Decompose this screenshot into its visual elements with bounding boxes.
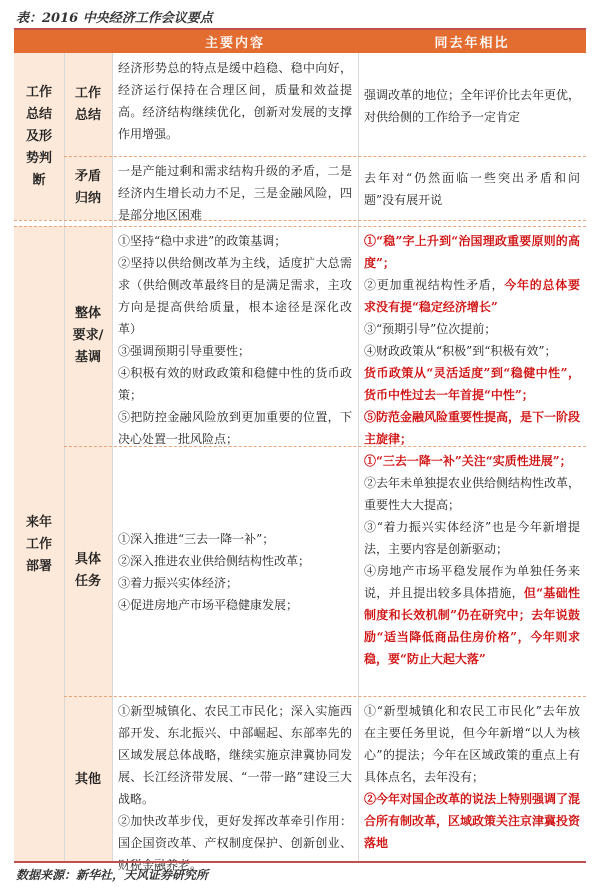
highlight-text: ①“三去一降一补”关注“实质性进展”； — [364, 454, 572, 468]
highlight-text: 今年的总体要求没有提“稳定经济增长” — [364, 278, 580, 314]
grid-line — [64, 446, 586, 447]
work-summary-compare — [358, 53, 586, 156]
row-label-contradictions: 矛盾归纳 — [64, 156, 112, 220]
overall-main: ①坚持“稳中求进”的政策基调； ②坚持以供给侧改革为主线，适度扩大总需求（供给侧改革最终目的是满足需求，主攻方向是提高供给质量，根本途径是深化改革） ③强调预期引导重要性； ④积极有效的财政政策和稳健中性的货币政策； ⑤把防控金融风险放到更加重要的位置，下决心处置一批风险点； — [118, 234, 352, 446]
other-main: ①新型城镇化、农民工市民化；深入实施西部开发、东北振兴、中部崛起、东部率先的区域发展总体战略，继续实施京津冀协同发展、长江经济带发展、“一带一路”建设三大战略。 ②加快改革步伐，更好发挥改革牵引作用：国企国资改革、产权制度保护、创新创业、财税金融养老。 — [118, 704, 352, 872]
header-compare: 同去年相比 — [358, 30, 586, 53]
grid-line — [14, 226, 586, 227]
plain-text: 强调改革的地位；全年评价比去年更优，对供给侧的工作给予一定肯定 — [364, 87, 581, 124]
plain-text: ②去年未单独提农业供给侧结构性改革，重要性大大提高； ③“着力振兴实体经济”也是今年新增提法，主要内容是创新驱动； ④房地产市场平稳发展作为单独任务来说，并且提出较多具体措施， — [364, 476, 581, 600]
row-label-tasks: 具体任务 — [64, 446, 112, 696]
row-label-overall: 整体要求/基调 — [64, 226, 112, 446]
table-title: 表：2016 中央经济工作会议要点 — [16, 11, 213, 26]
highlight-text: ①“稳”字上升到“治国理政重要原则的高度”； — [364, 234, 580, 270]
compare-text — [364, 167, 580, 211]
section-label-summary: 工作总结及形势判断 — [14, 53, 64, 220]
plain-text: ①“新型城镇化和农民工市民化”去年放在主要任务里说，但今年新增“以人为核心”的提法；今年在区域政策的重点上有具体点名，去年没有； — [364, 704, 580, 784]
plain-text: ③“预期引导”位次提前； ④财政政策从“积极”到“积极有效”； — [364, 322, 557, 358]
highlight-text: 但“基础性制度和长效机制”仍在研究中；去年说鼓励“适当降低商品住房价格”，今年则求稳，要“防止大起大落” — [364, 586, 580, 666]
work-summary-main: 经济形势总的特点是缓中趋稳、稳中向好，经济运行保持在合理区间，质量和效益提高。经济结构继续优化，创新对发展的支撑作用增强。 — [118, 61, 352, 141]
compare-text — [364, 450, 580, 670]
compare-text — [364, 230, 580, 450]
header-blank — [14, 30, 112, 53]
grid-line — [14, 220, 586, 221]
contradictions-compare — [358, 156, 586, 220]
highlight-text: 货币政策从“灵活适度”到“稳健中性”，货币中性过去一年首提“中性”； ⑤防范金融风险重要性提高，是下一阶段主旋律； — [364, 366, 581, 446]
source-note: 数据来源：新华社，天风证券研究所 — [16, 868, 209, 882]
grid-line — [64, 696, 586, 697]
contradictions-main: 一是产能过剩和需求结构升级的矛盾，二是经济内生增长动力不足，三是金融风险，四是部分地区困难 — [118, 164, 352, 222]
tasks-main: ①深入推进“三去一降一补”； ②深入推进农业供给侧结构性改革； ③着力振兴实体经济； ④促进房地产市场平稳健康发展； — [118, 532, 311, 612]
grid-line — [358, 53, 359, 863]
section-label-next-year: 来年工作部署 — [14, 226, 64, 863]
grid-line — [64, 156, 586, 157]
table-bottom-rule — [14, 861, 586, 863]
other-compare — [358, 696, 586, 863]
tasks-compare — [358, 446, 586, 696]
plain-text: ②更加重视结构性矛盾， — [364, 278, 505, 292]
row-label-other: 其他 — [64, 696, 112, 863]
overall-compare — [358, 226, 586, 446]
summary-table — [14, 28, 586, 872]
row-label-work-summary: 工作总结 — [64, 53, 112, 156]
compare-text — [364, 700, 580, 854]
plain-text: 去年对“仍然面临一些突出矛盾和问题”没有展开说 — [364, 171, 580, 207]
grid-line — [64, 53, 65, 863]
compare-text — [364, 84, 580, 128]
grid-line — [112, 53, 113, 863]
highlight-text: ②今年对国企改革的说法上特别强调了混合所有制改革，区域政策关注京津冀投资落地 — [364, 792, 581, 850]
header-main: 主要内容 — [112, 30, 358, 53]
